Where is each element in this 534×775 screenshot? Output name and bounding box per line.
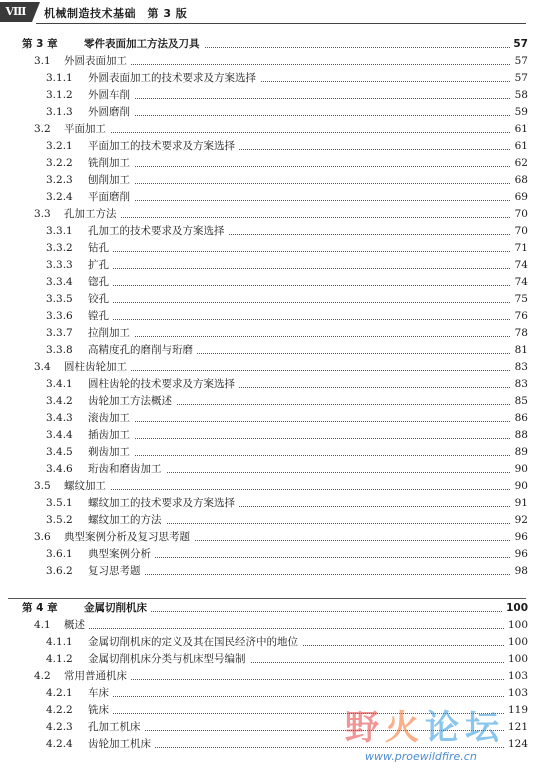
toc-entry-number: 4.1 (34, 619, 51, 631)
toc-entry-label (46, 291, 113, 308)
toc-entry-title: 螺纹加工的方法 (88, 514, 162, 526)
toc-page-number: 62 (511, 155, 528, 172)
toc-subsection-entry[interactable] (0, 257, 534, 274)
toc-entry-label (46, 138, 239, 155)
toc-entry-title: 车床 (88, 687, 109, 699)
toc-subsection-entry[interactable] (0, 87, 534, 104)
toc-entry-number: 3.1.1 (46, 72, 73, 84)
toc-page-number: 124 (505, 736, 528, 753)
toc-subsection-entry[interactable] (0, 512, 534, 529)
toc-entry-title: 常用普通机床 (64, 670, 127, 682)
toc-entry-number: 3.1 (34, 55, 51, 67)
toc-entry-label (46, 685, 113, 702)
toc-page-number: 98 (511, 563, 528, 580)
toc-entry-label (46, 325, 134, 342)
toc-subsection-entry[interactable] (0, 393, 534, 410)
toc-entry-title: 金属切削机床的定义及其在国民经济中的地位 (88, 636, 298, 648)
toc-leader-dots (54, 628, 510, 629)
toc-entry-number: 4.2 (34, 670, 51, 682)
toc-entry-label (46, 444, 134, 461)
toc-entry-number: 3.4.3 (46, 412, 73, 424)
toc-entry-label (46, 172, 134, 189)
watermark-char-1: 野 (345, 708, 385, 748)
toc-subsection-entry[interactable] (0, 546, 534, 563)
toc-entry-title: 零件表面加工方法及刀具 (84, 38, 200, 50)
toc-section-entry[interactable] (0, 668, 534, 685)
toc-entry-number: 3.4.6 (46, 463, 73, 475)
toc-page-number: 91 (511, 495, 528, 512)
toc-page-number: 69 (511, 189, 528, 206)
toc-subsection-entry[interactable] (0, 444, 534, 461)
toc-leader-dots (66, 696, 510, 697)
toc-entry-number: 3.4 (34, 361, 51, 373)
toc-entry-number: 3.3.6 (46, 310, 73, 322)
toc-entry-label (34, 617, 89, 634)
toc-subsection-entry[interactable] (0, 155, 534, 172)
toc-entry-label (46, 223, 229, 240)
toc-subsection-entry[interactable] (0, 308, 534, 325)
toc-entry-label (46, 719, 145, 736)
toc-entry-label (46, 189, 134, 206)
toc-entry-title: 概述 (64, 619, 85, 631)
toc-entry-title: 平面磨削 (88, 191, 130, 203)
toc-chapter-entry[interactable] (0, 36, 534, 53)
toc-section-entry[interactable] (0, 121, 534, 138)
watermark-logo-text (345, 700, 505, 749)
toc-entry-number: 3.2.3 (46, 174, 73, 186)
toc-entry-title: 复习思考题 (88, 565, 141, 577)
toc-entry-number: 3.6.2 (46, 565, 73, 577)
toc-page-number: 103 (505, 668, 528, 685)
toc-entry-label (46, 274, 113, 291)
toc-entry-label (34, 53, 131, 70)
toc-entry-number: 3.3.1 (46, 225, 73, 237)
toc-entry-label (46, 410, 134, 427)
watermark-char-2: 火 (385, 708, 425, 748)
toc-leader-dots (66, 251, 510, 252)
toc-entry-title: 典型案例分析及复习思考题 (64, 531, 190, 543)
toc-subsection-entry[interactable] (0, 325, 534, 342)
toc-page-number: 96 (511, 529, 528, 546)
toc-entry-label (46, 376, 239, 393)
toc-entry-title: 圆柱齿轮加工 (64, 361, 127, 373)
watermark-url: www.proewildfire.cn (365, 750, 477, 763)
toc-entry-label (34, 206, 121, 223)
toc-page-number: 100 (505, 617, 528, 634)
toc-page-number: 89 (511, 444, 528, 461)
toc-entry-number: 3.1.2 (46, 89, 73, 101)
toc-entry-title: 孔加工方法 (64, 208, 117, 220)
toc-entry-title: 刨削加工 (88, 174, 130, 186)
toc-entry-label (46, 70, 260, 87)
toc-subsection-entry[interactable] (0, 461, 534, 478)
toc-entry-title: 平面加工 (64, 123, 106, 135)
toc-entry-title: 平面加工的技术要求及方案选择 (88, 140, 235, 152)
toc-entry-title: 镗孔 (88, 310, 109, 322)
toc-entry-label (46, 461, 166, 478)
toc-entry-number: 4.2.4 (46, 738, 73, 750)
toc-entry-title: 齿轮加工方法概述 (88, 395, 172, 407)
toc-entry-title: 插齿加工 (88, 429, 130, 441)
toc-subsection-entry[interactable] (0, 634, 534, 651)
toc-entry-title: 圆柱齿轮的技术要求及方案选择 (88, 378, 235, 390)
toc-section-entry[interactable] (0, 617, 534, 634)
toc-subsection-entry[interactable] (0, 495, 534, 512)
toc-entry-title: 孔加工的技术要求及方案选择 (88, 225, 225, 237)
toc-page-number: 100 (505, 634, 528, 651)
toc-subsection-entry[interactable] (0, 70, 534, 87)
toc-entry-label (46, 563, 145, 580)
toc-entry-number: 3.3 (34, 208, 51, 220)
toc-entry-label (46, 512, 166, 529)
toc-entry-label (22, 600, 151, 617)
toc-page-number: 100 (503, 600, 528, 617)
toc-page-number: 68 (511, 172, 528, 189)
toc-entry-number: 3.3.3 (46, 259, 73, 271)
toc-entry-number: 3.2 (34, 123, 51, 135)
toc-entry-number: 3.6 (34, 531, 51, 543)
toc-page-number: 71 (511, 240, 528, 257)
toc-entry-title: 螺纹加工的技术要求及方案选择 (88, 497, 235, 509)
toc-page-number: 88 (511, 427, 528, 444)
toc-page-number: 121 (505, 719, 528, 736)
toc-entry-title: 珩齿和磨齿加工 (88, 463, 162, 475)
toc-entry-title: 外圆表面加工的技术要求及方案选择 (88, 72, 256, 84)
toc-entry-label (46, 634, 302, 651)
toc-entry-number: 3.3.8 (46, 344, 73, 356)
toc-page-number: 83 (511, 359, 528, 376)
toc-entry-number: 3.3.5 (46, 293, 73, 305)
toc-page-number: 85 (511, 393, 528, 410)
toc-entry-label (46, 87, 134, 104)
toc-entry-number: 3.3.4 (46, 276, 73, 288)
toc-leader-dots (54, 132, 510, 133)
toc-entry-label (34, 121, 110, 138)
toc-page-number: 61 (511, 121, 528, 138)
toc-entry-title: 螺纹加工 (64, 480, 106, 492)
toc-entry-number: 4.1.1 (46, 636, 73, 648)
toc-page-number: 100 (505, 651, 528, 668)
header-book-title: 机械制造技术基础 第 3 版 (44, 7, 188, 20)
toc-page-number: 59 (511, 104, 528, 121)
toc-entry-title: 典型案例分析 (88, 548, 151, 560)
toc-page-number: 74 (511, 257, 528, 274)
toc-entry-number: 3.4.2 (46, 395, 73, 407)
toc-entry-number: 3.1.3 (46, 106, 73, 118)
watermark-char-3: 论坛 (425, 708, 505, 748)
toc-subsection-entry[interactable] (0, 223, 534, 240)
toc-leader-dots (66, 285, 510, 286)
toc-subsection-entry[interactable] (0, 563, 534, 580)
toc-subsection-entry[interactable] (0, 172, 534, 189)
toc-leader-dots (54, 489, 510, 490)
toc-entry-title: 金属切削机床分类与机床型号编制 (88, 653, 246, 665)
toc-entry-title: 铣床 (88, 704, 109, 716)
toc-page-number: 83 (511, 376, 528, 393)
toc-entry-number: 3.5.2 (46, 514, 73, 526)
toc-subsection-entry[interactable] (0, 651, 534, 668)
toc-section-entry[interactable] (0, 206, 534, 223)
toc-page-number: 70 (511, 223, 528, 240)
toc-entry-label (22, 36, 204, 53)
toc-entry-number: 4.1.2 (46, 653, 73, 665)
toc-entry-number: 3.3.2 (46, 242, 73, 254)
toc-page-number: 90 (511, 478, 528, 495)
toc-leader-dots (66, 319, 510, 320)
toc-entry-title: 铰孔 (88, 293, 109, 305)
toc-entry-title: 滚齿加工 (88, 412, 130, 424)
toc-section-entry[interactable] (0, 478, 534, 495)
toc-entry-number: 3.5.1 (46, 497, 73, 509)
toc-page-number: 96 (511, 546, 528, 563)
toc-page-number: 75 (511, 291, 528, 308)
toc-entry-label (34, 478, 110, 495)
toc-page-number: 76 (511, 308, 528, 325)
toc-entry-number: 3.5 (34, 480, 51, 492)
toc-leader-dots (66, 268, 510, 269)
toc-entry-number: 4.2.2 (46, 704, 73, 716)
toc-entry-title: 拉削加工 (88, 327, 130, 339)
toc-entry-title: 外圆车削 (88, 89, 130, 101)
toc-entry-number: 4.2.1 (46, 687, 73, 699)
toc-subsection-entry[interactable] (0, 291, 534, 308)
toc-subsection-entry[interactable] (0, 342, 534, 359)
toc-subsection-entry[interactable] (0, 410, 534, 427)
toc-entry-label (34, 359, 131, 376)
toc-entry-number: 第 4 章 (22, 602, 58, 614)
toc-entry-label (46, 495, 239, 512)
toc-subsection-entry[interactable] (0, 427, 534, 444)
toc-section-entry[interactable] (0, 53, 534, 70)
toc-entry-number: 3.6.1 (46, 548, 73, 560)
toc-entry-label (46, 546, 155, 563)
toc-page-number: 61 (511, 138, 528, 155)
toc-entry-number: 3.4.5 (46, 446, 73, 458)
toc-entry-title: 钻孔 (88, 242, 109, 254)
toc-page-number: 57 (511, 70, 528, 87)
toc-subsection-entry[interactable] (0, 104, 534, 121)
toc-entry-title: 锪孔 (88, 276, 109, 288)
toc-page-number: 81 (511, 342, 528, 359)
header-page-number: Ⅷ (5, 5, 27, 18)
toc-entry-title: 外圆磨削 (88, 106, 130, 118)
toc-entry-label (46, 393, 176, 410)
toc-page-number: 78 (511, 325, 528, 342)
toc-entry-title: 金属切削机床 (84, 602, 147, 614)
toc-page-number: 103 (505, 685, 528, 702)
toc-entry-title: 铣削加工 (88, 157, 130, 169)
toc-leader-dots (54, 217, 510, 218)
toc-subsection-entry[interactable] (0, 189, 534, 206)
toc-entry-label (34, 668, 131, 685)
toc-page-number: 70 (511, 206, 528, 223)
toc-entry-number: 第 3 章 (22, 38, 58, 50)
toc-section-entry[interactable] (0, 529, 534, 546)
toc-page-number: 57 (511, 53, 528, 70)
toc-entry-number: 3.3.7 (46, 327, 73, 339)
toc-entry-label (46, 155, 134, 172)
toc-entry-label (34, 529, 194, 546)
toc-entry-title: 孔加工机床 (88, 721, 141, 733)
toc-entry-number: 3.4.1 (46, 378, 73, 390)
toc-page-number: 74 (511, 274, 528, 291)
forum-watermark (345, 700, 525, 770)
toc-entry-number: 4.2.3 (46, 721, 73, 733)
toc-entry-number: 3.2.4 (46, 191, 73, 203)
toc-entry-number: 3.4.4 (46, 429, 73, 441)
toc-page-number: 86 (511, 410, 528, 427)
toc-entry-label (46, 104, 134, 121)
toc-section-entry[interactable] (0, 359, 534, 376)
toc-subsection-entry[interactable] (0, 274, 534, 291)
toc-entry-title: 高精度孔的磨削与珩磨 (88, 344, 193, 356)
toc-subsection-entry[interactable] (0, 138, 534, 155)
toc-page-number: 92 (511, 512, 528, 529)
toc-page-number: 90 (511, 461, 528, 478)
toc-entry-label (46, 427, 134, 444)
toc-entry-label (46, 257, 113, 274)
toc-subsection-entry[interactable] (0, 376, 534, 393)
toc-entry-number: 3.2.1 (46, 140, 73, 152)
toc-entry-title: 扩孔 (88, 259, 109, 271)
toc-entry-label (46, 342, 197, 359)
chapter-separator-line (8, 598, 526, 599)
toc-entry-label (46, 240, 113, 257)
toc-entry-title: 剃齿加工 (88, 446, 130, 458)
toc-entry-title: 齿轮加工机床 (88, 738, 151, 750)
toc-leader-dots (66, 302, 510, 303)
toc-subsection-entry[interactable] (0, 240, 534, 257)
toc-page-number: 119 (505, 702, 528, 719)
toc-page-number: 58 (511, 87, 528, 104)
toc-entry-label (46, 702, 113, 719)
toc-entry-number: 3.2.2 (46, 157, 73, 169)
toc-entry-label (46, 736, 155, 753)
toc-page-number: 57 (510, 36, 528, 53)
toc-entry-label (46, 308, 113, 325)
toc-entry-title: 外圆表面加工 (64, 55, 127, 67)
toc-chapter-entry[interactable] (0, 600, 534, 617)
toc-entry-label (46, 651, 250, 668)
